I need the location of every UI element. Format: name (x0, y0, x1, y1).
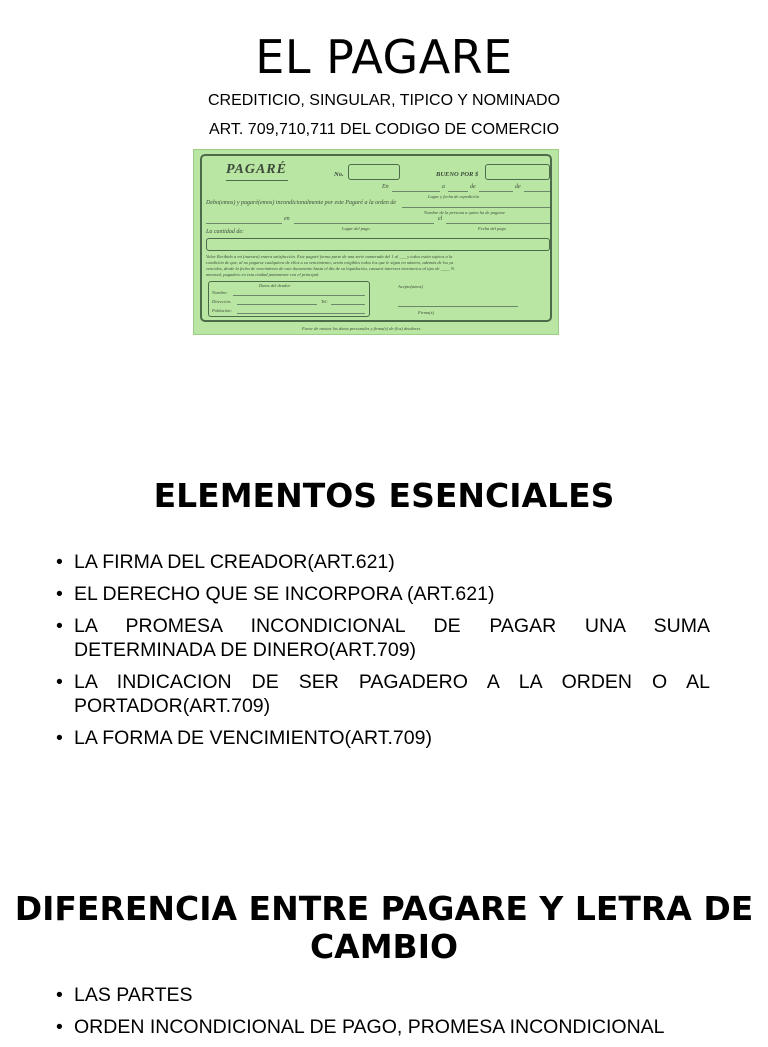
pagare-poblacion-label: Población: (212, 308, 232, 313)
pagare-line (233, 295, 365, 296)
pagare-cantidad-box (206, 238, 550, 251)
pagare-amount-box (485, 164, 550, 180)
pagare-line (448, 191, 468, 192)
pagare-en2-label: en (284, 216, 290, 222)
pagare-en-label: En (382, 184, 389, 190)
pagare-line1-text: Debo(emos) y pagaré(emos) incondicionalmente por este Pagaré a la orden de (206, 200, 397, 206)
pagare-paragraph-line: mensual, pagadero en esta ciudad juntamente con el principal. (206, 272, 320, 277)
pagare-nombre-persona: Nombre de la persona a quien ha de pagarse (424, 210, 506, 215)
pagare-el-label: el (438, 216, 443, 222)
slide1-subtitle-1: CREDITICIO, SINGULAR, TIPICO Y NOMINADO (207, 92, 561, 109)
pagare-de2-label: de (515, 184, 521, 190)
pagare-form-border (200, 154, 552, 322)
list-item: • EL DERECHO QUE SE INCORPORA (ART.621) (56, 582, 710, 606)
pagare-lugar-pago: Lugar del pago (342, 226, 370, 231)
pagare-paragraph-line: Valor Recibido a mi (nuestra) entera satisfacción. Este pagaré forma parte de una serie numerada del 1 al ___ y todos están sujetos a la (206, 254, 453, 259)
pagare-line (402, 207, 550, 208)
pagare-line (331, 304, 365, 305)
list-item: • LA FORMA DE VENCIMIENTO(ART.709) (56, 726, 710, 750)
pagare-signature-line (398, 306, 518, 307)
list-item: • LA INDICACION DE SER PAGADERO A LA ORDEN O AL PORTADOR(ART.709) (56, 670, 710, 718)
pagare-line (237, 304, 317, 305)
pagare-firmas-label: Firma(s) (418, 310, 434, 315)
pagare-line (524, 191, 550, 192)
pagare-datos-deudor: Datos del deudor (259, 283, 291, 288)
pagare-fecha-pago: Fecha del pago (478, 226, 506, 231)
pagare-footer: Favor de anotar los datos personales y firma(s) de (los) deudores (302, 326, 421, 331)
list-item: • LA FIRMA DEL CREADOR(ART.621) (56, 550, 710, 574)
pagare-line (446, 223, 550, 224)
pagare-heading-underline (226, 180, 288, 181)
slide1-title: EL PAGARE (255, 30, 513, 84)
pagare-line (237, 313, 365, 314)
pagare-direccion-label: Dirección: (212, 299, 232, 304)
list-item: • ORDEN INCONDICIONAL DE PAGO, PROMESA INCONDICIONAL (56, 1015, 710, 1039)
slide2-title: ELEMENTOS ESENCIALES (153, 476, 615, 515)
pagare-de-label: de (470, 184, 476, 190)
pagare-form-image (193, 149, 559, 335)
pagare-line (392, 191, 440, 192)
pagare-debtor-box (208, 281, 370, 317)
pagare-paragraph-line: vencidos, desde la fecha de vencimiento de este documento hasta el día de su liquidación, causará intereses moratorios al tipo de ____ % (206, 266, 455, 271)
slide2-bullet-list (56, 550, 710, 758)
pagare-paragraph-line: condición de que, al no pagarse cualquiera de ellos a su vencimiento, serán exigibles todos los que le sigan en número, además de los ya (206, 260, 454, 265)
pagare-line (479, 191, 513, 192)
slide3-bullet-list (56, 983, 710, 1047)
pagare-line (206, 223, 282, 224)
list-item: • LAS PARTES (56, 983, 710, 1007)
pagare-lugar-fecha: Lugar y fecha de expedición (428, 194, 479, 199)
slide1-subtitle-2: ART. 709,710,711 DEL CODIGO DE COMERCIO (208, 121, 560, 138)
pagare-bueno-label: BUENO POR $ (436, 171, 479, 178)
list-item: • LA PROMESA INCONDICIONAL DE PAGAR UNA SUMA DETERMINADA DE DINERO(ART.709) (56, 614, 710, 662)
slide3-title: DIFERENCIA ENTRE PAGARE Y LETRA DE CAMBIO (14, 889, 754, 966)
pagare-heading: PAGARÉ (226, 162, 287, 177)
pagare-a-label: a (442, 184, 445, 190)
pagare-tel-label: Tel: (321, 299, 328, 304)
pagare-no-box (348, 164, 400, 180)
pagare-cantidad-label: La cantidad de: (206, 229, 244, 235)
pagare-nombre-label: Nombre: (212, 290, 228, 295)
pagare-line (294, 223, 434, 224)
pagare-acepto-label: Acepto(amos) (398, 284, 423, 289)
pagare-no-label: No. (334, 171, 344, 178)
